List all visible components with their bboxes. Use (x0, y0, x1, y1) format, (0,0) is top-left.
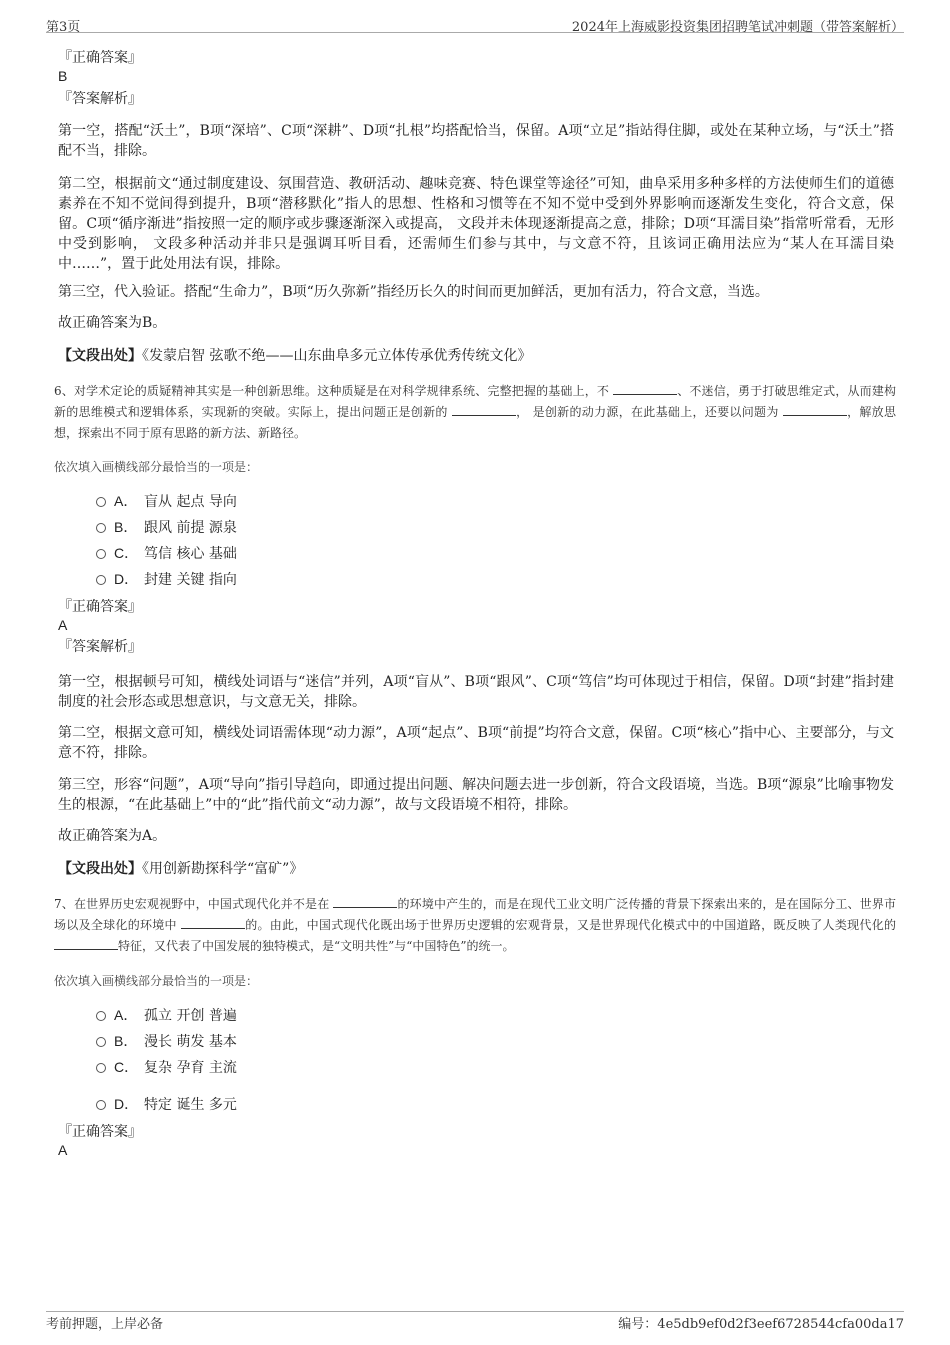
page-number: 第3页 (46, 20, 81, 35)
radio-icon[interactable] (96, 1063, 106, 1073)
footer-divider (46, 1311, 904, 1312)
q7-answer-label: 『正确答案』 (58, 1124, 142, 1140)
q6-analysis-p2: 第二空，根据文意可知，横线处词语需体现“动力源”，A项“起点”、B项“前提”均符合文意，保留。C项“核心”指中心、主要部分，与文意不符，排除。 (58, 725, 894, 761)
radio-icon[interactable] (96, 497, 106, 507)
radio-icon[interactable] (96, 1011, 106, 1021)
option-letter: A． (114, 1007, 138, 1023)
q6-answer-label: 『正确答案』 (58, 599, 142, 615)
option-letter: D． (114, 571, 139, 587)
option-text: 特定 诞生 多元 (144, 1097, 237, 1113)
q5-analysis-p2: 第二空，根据前文“通过制度建设、氛围营造、教研活动、趣味竞赛、特色课堂等途径”可知，曲阜采用多种多样的方法使师生们的道德素养在不知不觉间得到提升，B项“潜移默化”指人的思想、性格和习惯等在不知不觉中受到外界影响而逐渐发生变化，符合文意，保留。C项“循序渐进”指按照一定的顺序或步骤逐渐深入或提高， 文段并未体现逐渐提高之意，排除；D项“耳濡目染”指常听常看，无形中受到影响， 文段多种活动并非只是强调耳听目看，还需师生们参与其中，与文意不符，且该词正确用法应为“某人在耳濡目染中……”，置于此处用法有误，排除。 (58, 176, 894, 272)
option-text: 封建 关键 指向 (144, 572, 237, 588)
q6-analysis-p1: 第一空，根据顿号可知，横线处词语与“迷信”并列，A项“盲从”、B项“跟风”、C项“笃信”均可体现过于相信，保留。D项“封建”指封建制度的社会形态或思想意识，与文意无关，排除。 (58, 674, 894, 710)
q7-text-part: 7、在世界历史宏观视野中，中国式现代化并不是在 (54, 897, 334, 911)
q7-blank-2 (181, 916, 245, 929)
q6-option-b[interactable] (96, 518, 237, 537)
q7-option-d[interactable] (96, 1095, 237, 1114)
q7-answer: A (58, 1142, 68, 1158)
q6-answer: A (58, 617, 68, 633)
q6-question-text (54, 381, 896, 444)
q6-analysis-label: 『答案解析』 (58, 639, 142, 655)
q6-blank-3 (783, 403, 847, 416)
q5-source-label: 【文段出处】 (58, 348, 142, 364)
option-letter: A． (114, 493, 138, 509)
q7-option-c[interactable] (96, 1058, 237, 1077)
option-text: 复杂 孕育 主流 (144, 1060, 237, 1076)
q5-analysis-p4: 故正确答案为B。 (58, 315, 167, 331)
option-letter: C． (114, 1059, 139, 1075)
q6-blank-2 (452, 403, 516, 416)
q5-answer: B (58, 68, 68, 84)
q6-source (58, 860, 303, 878)
option-letter: C． (114, 545, 139, 561)
document-title: 2024年上海威影投资集团招聘笔试冲刺题（带答案解析） (571, 20, 904, 35)
option-text: 孤立 开创 普遍 (144, 1008, 237, 1024)
option-text: 盲从 起点 导向 (144, 494, 237, 510)
q6-text-part: ，解放思想，探索出不同于原有思路的新方法、新路径。 (54, 405, 896, 440)
q5-analysis-label: 『答案解析』 (58, 91, 142, 107)
q7-prompt: 依次填入画横线部分最恰当的一项是： (54, 974, 259, 988)
q5-analysis-p1: 第一空，搭配“沃土”，B项“深培”、C项“深耕”、D项“扎根”均搭配恰当，保留。A项“立足”指站得住脚，或处在某种立场，与“沃土”搭配不当，排除。 (58, 123, 894, 159)
q5-source-title: 《发蒙启智 弦歌不绝——山东曲阜多元立体传承优秀传统文化》 (142, 348, 532, 364)
q7-text-part: 特征，又代表了中国发展的独特模式，是“文明共性”与“中国特色”的统一。 (118, 939, 515, 953)
document-code: 编号：4e5db9ef0d2f3eef6728544cfa00da17 (618, 1317, 904, 1332)
q7-blank-1 (333, 895, 397, 908)
option-text: 漫长 萌发 基本 (144, 1034, 237, 1050)
q6-option-c[interactable] (96, 544, 237, 563)
q7-text-part: 的环境中产生的，而是在现代工业文明广泛传播的背景下探索出来的，是在国际分工、世界市场以及全球化的环境中 (54, 897, 896, 932)
q7-question-text (54, 894, 896, 957)
q6-analysis-p4: 故正确答案为A。 (58, 828, 167, 844)
q6-option-d[interactable] (96, 570, 237, 589)
option-text: 跟风 前提 源泉 (144, 520, 237, 536)
q6-blank-1 (613, 382, 677, 395)
q7-blank-3 (54, 937, 118, 950)
option-letter: B． (114, 519, 138, 535)
q5-answer-label: 『正确答案』 (58, 50, 142, 66)
q6-source-label: 【文段出处】 (58, 861, 142, 877)
q7-text-part: 的。由此，中国式现代化既出场于世界历史逻辑的宏观背景，又是世界现代化模式中的中国道路，既反映了人类现代化的 (244, 918, 896, 932)
q6-prompt: 依次填入画横线部分最恰当的一项是： (54, 460, 259, 474)
q7-option-a[interactable] (96, 1006, 237, 1025)
header-divider (46, 32, 904, 33)
q6-analysis-p3: 第三空，形容“问题”，A项“导向”指引导趋向，即通过提出问题、解决问题去进一步创新，符合文段语境，当选。B项“源泉”比喻事物发生的根源，“在此基础上”中的“此”指代前文“动力源”，故与文段语境不相符，排除。 (58, 777, 894, 813)
option-letter: D． (114, 1096, 139, 1112)
q7-option-b[interactable] (96, 1032, 237, 1051)
radio-icon[interactable] (96, 1037, 106, 1047)
radio-icon[interactable] (96, 549, 106, 559)
radio-icon[interactable] (96, 1100, 106, 1110)
option-text: 笃信 核心 基础 (144, 546, 237, 562)
q5-source (58, 347, 531, 365)
q6-source-title: 《用创新勘探科学“富矿”》 (142, 861, 304, 877)
footer-slogan: 考前押题，上岸必备 (46, 1317, 164, 1332)
radio-icon[interactable] (96, 523, 106, 533)
q6-text-part: 6、对学术定论的质疑精神其实是一种创新思维。这种质疑是在对科学规律系统、完整把握的基础上，不 (54, 384, 614, 398)
q6-text-part: 、不迷信，勇于打破思维定式，从而建构新的思维模式和逻辑体系，实现新的突破。实际上，提出问题正是创新的 (54, 384, 896, 419)
q6-option-a[interactable] (96, 492, 237, 511)
q5-analysis-p3: 第三空，代入验证。搭配“生命力”，B项“历久弥新”指经历长久的时间而更加鲜活，更加有活力，符合文意，当选。 (58, 284, 769, 300)
radio-icon[interactable] (96, 575, 106, 585)
option-letter: B． (114, 1033, 138, 1049)
q6-text-part: ， 是创新的动力源，在此基础上，还要以问题为 (515, 405, 783, 419)
